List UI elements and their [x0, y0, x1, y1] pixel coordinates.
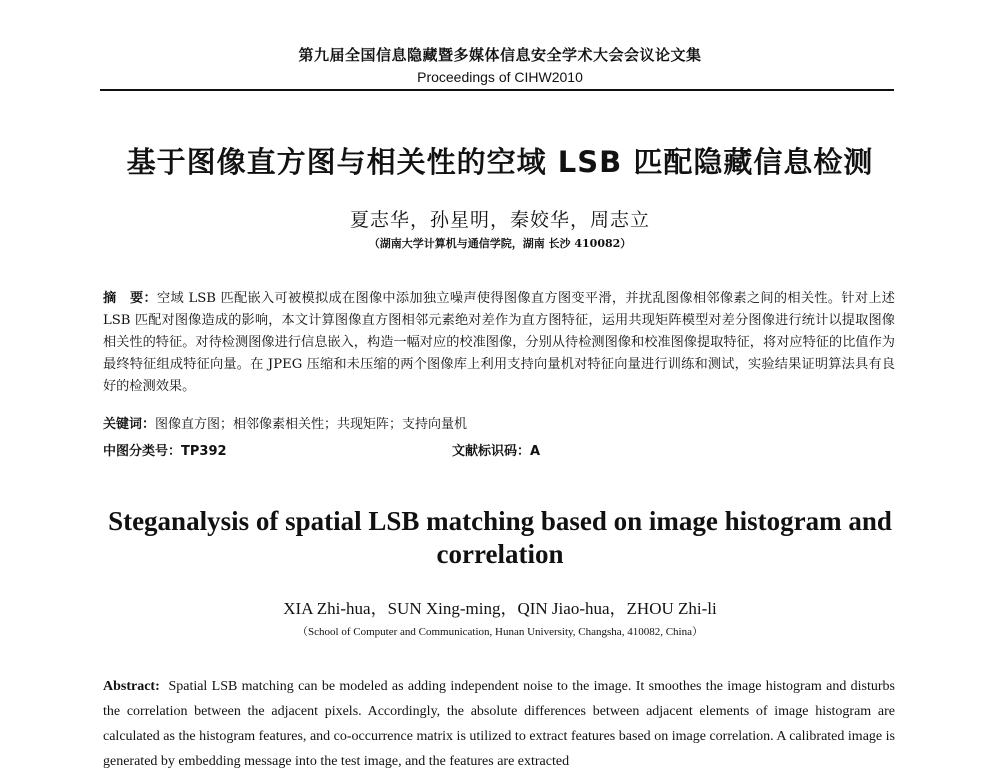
affiliation-en: （School of Computer and Communication, Hunan University, Changsha, 410082, China）	[297, 626, 703, 638]
doc-code-label: 文献标识码：	[452, 444, 531, 459]
abstract-label-en: Abstract:	[103, 679, 160, 694]
keywords-text-cn: 图像直方图；相邻像素相关性；共现矩阵；支持向量机	[155, 417, 468, 432]
abstract-text-cn: 空域 LSB 匹配嵌入可被模拟成在图像中添加独立噪声使得图像直方图变平滑，并扰乱图像相邻像素之间的相关性。针对上述 LSB 匹配对图像造成的影响，本文计算图像直方图相邻元素绝对差作为直方图特征，运用共现矩阵模型对差分图像进行统计以提取图像相关性的特征。对待检测图像进行信息嵌入，构造一幅对应的校准图像，分别从待检测图像和校准图像提取特征，将对应特征的比值作为最终特征组成特征向量。在 JPEG 压缩和未压缩的两个图像库上利用支持向量机对特征向量进行训练和测试，实验结果证明算法具有良好的检测效果。	[103, 291, 895, 394]
abstract-cn	[103, 288, 895, 398]
proceedings-header-en: Proceedings of CIHW2010	[417, 69, 583, 85]
clc-number	[103, 440, 227, 459]
abstract-text-en: Spatial LSB matching can be modeled as adding independent noise to the image. It smoothes the image histogram and disturbs the correlation between the adjacent pixels. Accordingly, the absolute differences between adjacent elements of image histogram are calculated as the histogram features, and co-occurrence matrix is utilized to extract features based on image correlation. A calibrated image is generated by embedding message into the test image, and the features are extracted	[103, 679, 895, 769]
authors-cn: 夏志华，孙星明，秦姣华，周志立	[349, 209, 650, 231]
affiliation-cn: （湖南大学计算机与通信学院，湖南 长沙 410082）	[368, 237, 632, 250]
clc-value: TP392	[181, 444, 227, 459]
keywords-cn	[103, 415, 895, 435]
classification-row	[103, 440, 895, 460]
header-rule	[100, 89, 894, 91]
authors-en: XIA Zhi-hua，SUN Xing-ming，QIN Jiao-hua，ZHOU Zhi-li	[283, 599, 717, 618]
conference-header-cn: 第九届全国信息隐藏暨多媒体信息安全学术大会会议论文集	[298, 46, 702, 64]
paper-title-cn: 基于图像直方图与相关性的空域 LSB 匹配隐藏信息检测	[126, 145, 874, 179]
paper-title-en: Steganalysis of spatial LSB matching based on image histogram and correlation	[108, 506, 892, 569]
abstract-label-cn: 摘 要：	[103, 291, 157, 306]
clc-label: 中图分类号：	[103, 444, 182, 459]
abstract-en	[103, 674, 895, 774]
document-code	[452, 440, 540, 459]
doc-code-value: A	[530, 444, 541, 459]
keywords-label-cn: 关键词：	[103, 417, 156, 432]
